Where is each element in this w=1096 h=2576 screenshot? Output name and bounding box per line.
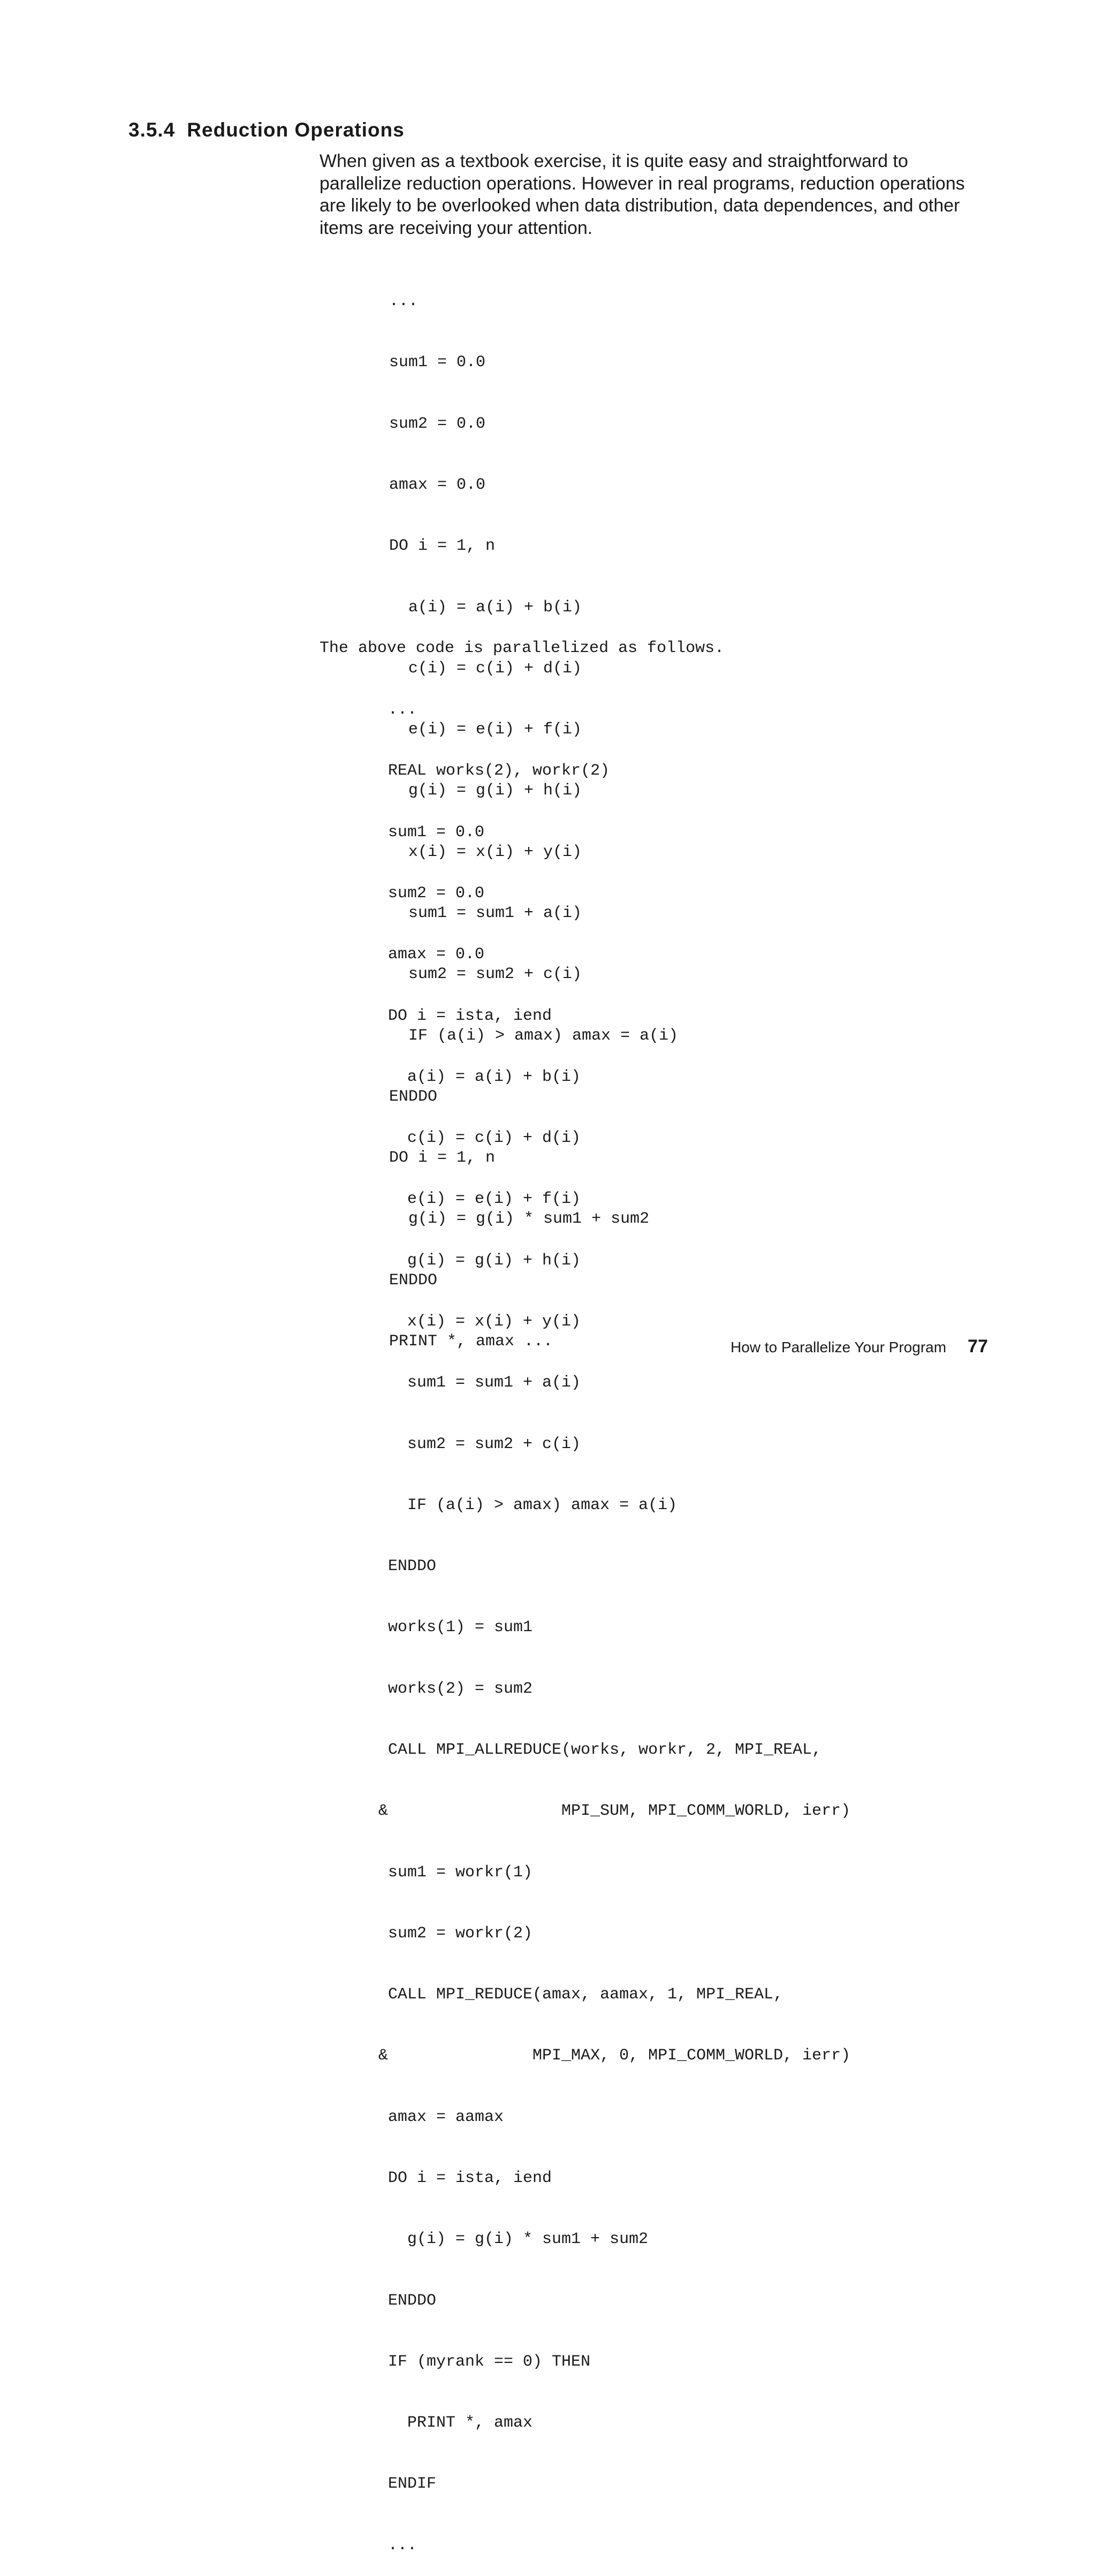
section-title: Reduction Operations [187,119,405,141]
code-line: REAL works(2), workr(2) [369,762,610,781]
section-number: 3.5.4 [128,119,176,141]
code-line: g(i) = g(i) + h(i) [379,782,582,800]
code-line: DO i = 1, n [379,1149,496,1168]
code-line: ENDDO [369,1557,437,1576]
code-line: amax = 0.0 [369,945,485,964]
code-line: sum2 = 0.0 [379,414,486,433]
code-line: a(i) = a(i) + b(i) [369,1067,581,1086]
code-line: ENDIF [369,2475,437,2494]
footer-title: How to Parallelize Your Program [730,1339,947,1355]
code-line: CALL MPI_ALLREDUCE(works, workr, 2, MPI_REAL, [369,1740,822,1759]
code-line: sum1 = 0.0 [369,823,485,842]
code-line: CALL MPI_REDUCE(amax, aamax, 1, MPI_REAL, [369,1986,783,2004]
code-line: sum1 = workr(1) [369,1863,533,1882]
code-line: amax = 0.0 [379,476,486,495]
code-line: ... [369,2536,417,2555]
section-heading [128,119,405,141]
code-line: IF (a(i) > amax) amax = a(i) [379,1026,679,1045]
code-line: works(1) = sum1 [369,1618,533,1637]
intro-line: are likely to be overlooked when data distribution, data dependences, and other [319,195,960,216]
code-line: x(i) = x(i) + y(i) [379,843,582,861]
intro-line: parallelize reduction operations. However in real programs, reduction operations [319,173,965,194]
code-line: works(2) = sum2 [369,1679,533,1698]
transition-text: The above code is parallelized as follows. [319,639,725,657]
intro-line: items are receiving your attention. [319,217,593,238]
code-line: c(i) = c(i) + d(i) [369,1129,581,1148]
code-line: PRINT *, amax ... [379,1332,553,1351]
code-line: sum2 = workr(2) [369,1924,533,1943]
code-line: e(i) = e(i) + f(i) [379,721,582,739]
code-line: IF (myrank == 0) THEN [369,2352,591,2371]
code-line: ... [379,292,418,311]
page-number: 77 [968,1336,988,1357]
code-line: sum2 = 0.0 [369,884,485,903]
code-line: ENDDO [379,1087,438,1106]
code-line: g(i) = g(i) * sum1 + sum2 [369,2230,649,2249]
code-line: ... [369,701,417,719]
code-line: DO i = ista, iend [369,2169,552,2187]
code-line: a(i) = a(i) + b(i) [379,598,582,617]
intro-paragraph [319,150,1010,239]
code-line: ENDDO [369,2291,437,2310]
code-line: PRINT *, amax [369,2414,533,2433]
intro-line: When given as a textbook exercise, it is quite easy and straightforward to [319,151,908,171]
code-line: ENDDO [379,1271,438,1290]
code-line: x(i) = x(i) + y(i) [369,1313,581,1331]
code-line: DO i = 1, n [379,537,496,556]
code-block-parallel [369,659,850,2576]
code-line: sum2 = sum2 + c(i) [369,1435,581,1453]
code-line: g(i) = g(i) + h(i) [369,1251,581,1270]
code-line: & MPI_MAX, 0, MPI_COMM_WORLD, ierr) [369,2047,851,2065]
code-line: IF (a(i) > amax) amax = a(i) [369,1496,678,1514]
code-line: amax = aamax [369,2108,504,2126]
code-line: sum1 = sum1 + a(i) [379,904,582,922]
code-line: & MPI_SUM, MPI_COMM_WORLD, ierr) [369,1802,851,1821]
code-line: sum1 = sum1 + a(i) [369,1374,581,1392]
code-line: sum1 = 0.0 [379,353,486,372]
code-line: sum2 = sum2 + c(i) [379,965,582,984]
code-line: e(i) = e(i) + f(i) [369,1190,581,1209]
code-line: g(i) = g(i) * sum1 + sum2 [379,1210,650,1229]
code-line: c(i) = c(i) + d(i) [379,659,582,678]
code-line: DO i = ista, iend [369,1006,552,1025]
page-footer [730,1336,988,1357]
